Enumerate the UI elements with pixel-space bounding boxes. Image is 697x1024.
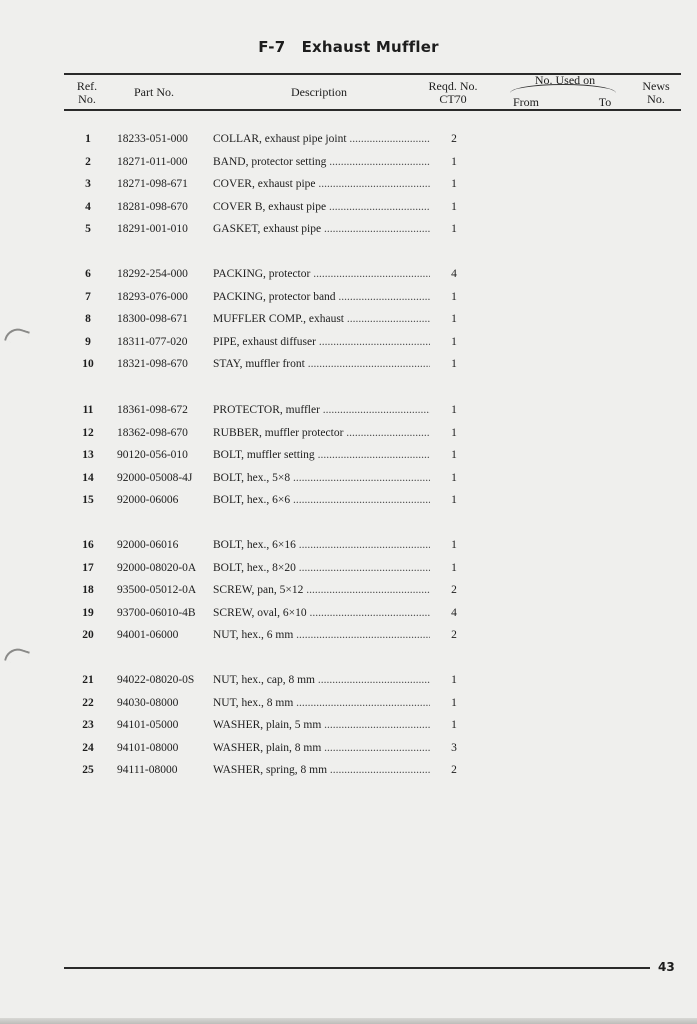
ref-number: 10	[82, 358, 94, 370]
part-description: BAND, protector setting .....	[213, 154, 430, 170]
header-bottom-rule	[64, 109, 681, 111]
part-description: NUT, hex., 8 mm .....	[213, 695, 430, 711]
part-description: BOLT, hex., 6×16 .....	[213, 537, 430, 553]
punch-hole-mark	[4, 645, 30, 667]
part-number: 18271-011-000	[117, 156, 188, 168]
part-description: MUFFLER COMP., exhaust .....	[213, 311, 430, 327]
part-number: 94022-08020-0S	[117, 674, 195, 686]
page-edge	[0, 1018, 697, 1024]
ref-number: 21	[82, 674, 94, 686]
ref-number: 14	[82, 472, 94, 484]
required-quantity: 1	[451, 336, 457, 348]
footer-rule	[64, 967, 650, 969]
required-quantity: 1	[451, 313, 457, 325]
required-quantity: 1	[451, 223, 457, 235]
required-quantity: 1	[451, 674, 457, 686]
required-quantity: 2	[451, 584, 457, 596]
ref-number: 17	[82, 562, 94, 574]
part-number: 18311-077-020	[117, 336, 188, 348]
header-news-line2: No.	[647, 92, 665, 106]
part-number: 94101-05000	[117, 719, 179, 731]
part-description: STAY, muffler front .....	[213, 356, 430, 372]
part-number: 18362-098-670	[117, 427, 188, 439]
ref-number: 13	[82, 449, 94, 461]
ref-number: 11	[82, 404, 94, 416]
header-description: Description	[291, 85, 347, 99]
ref-number: 18	[82, 584, 94, 596]
ref-number: 16	[82, 539, 94, 551]
part-number: 18293-076-000	[117, 291, 188, 303]
ref-number: 22	[82, 697, 94, 709]
part-number: 93700-06010-4B	[117, 607, 196, 619]
header-news	[634, 80, 678, 106]
required-quantity: 1	[451, 358, 457, 370]
required-quantity: 3	[451, 742, 457, 754]
ref-number: 2	[85, 156, 91, 168]
part-number: 18300-098-671	[117, 313, 188, 325]
required-quantity: 4	[451, 268, 457, 280]
required-quantity: 1	[451, 697, 457, 709]
part-description: BOLT, hex., 5×8 .....	[213, 470, 430, 486]
ref-number: 4	[85, 201, 91, 213]
required-quantity: 4	[451, 607, 457, 619]
header-ref-line2: No.	[78, 92, 96, 106]
part-description: PACKING, protector .....	[213, 266, 430, 282]
header-from: From	[512, 95, 539, 109]
part-number: 92000-06016	[117, 539, 179, 551]
part-description: WASHER, plain, 5 mm .....	[213, 717, 430, 733]
ref-number: 23	[82, 719, 94, 731]
part-number: 18233-051-000	[117, 133, 188, 145]
part-description: WASHER, spring, 8 mm .....	[213, 762, 430, 778]
required-quantity: 1	[451, 719, 457, 731]
ref-number: 5	[85, 223, 91, 235]
header-part-no: Part No.	[134, 85, 174, 99]
part-description: WASHER, plain, 8 mm .....	[213, 740, 430, 756]
required-quantity: 2	[451, 629, 457, 641]
header-ref-line1: Ref.	[76, 79, 98, 93]
required-quantity: 2	[451, 133, 457, 145]
part-description: SCREW, oval, 6×10 .....	[213, 605, 430, 621]
part-number: 18281-098-670	[117, 201, 188, 213]
part-description: GASKET, exhaust pipe .....	[213, 221, 430, 237]
ref-number: 3	[85, 178, 91, 190]
page-number: 43	[658, 960, 675, 974]
part-number: 18321-098-670	[117, 358, 188, 370]
ref-number: 20	[82, 629, 94, 641]
ref-number: 6	[85, 268, 91, 280]
part-description: BOLT, muffler setting .....	[213, 447, 430, 463]
part-description: SCREW, pan, 5×12 .....	[213, 582, 430, 598]
header-used-on: No. Used on	[534, 73, 596, 87]
part-number: 18271-098-671	[117, 178, 188, 190]
required-quantity: 2	[451, 764, 457, 776]
part-number: 92000-06006	[117, 494, 179, 506]
ref-number: 15	[82, 494, 94, 506]
part-number: 94111-08000	[117, 764, 178, 776]
required-quantity: 1	[451, 291, 457, 303]
part-number: 94001-06000	[117, 629, 179, 641]
required-quantity: 1	[451, 472, 457, 484]
required-quantity: 1	[451, 156, 457, 168]
part-number: 18292-254-000	[117, 268, 188, 280]
ref-number: 25	[82, 764, 94, 776]
part-number: 94030-08000	[117, 697, 179, 709]
required-quantity: 1	[451, 539, 457, 551]
header-reqd	[422, 80, 484, 106]
part-description: COLLAR, exhaust pipe joint .....	[213, 131, 430, 147]
required-quantity: 1	[451, 562, 457, 574]
part-description: PACKING, protector band .....	[213, 289, 430, 305]
part-number: 93500-05012-0A	[117, 584, 197, 596]
part-number: 92000-05008-4J	[117, 472, 193, 484]
part-description: BOLT, hex., 8×20 .....	[213, 560, 430, 576]
ref-number: 9	[85, 336, 91, 348]
part-description: PROTECTOR, muffler .....	[213, 402, 430, 418]
header-ref	[70, 80, 104, 106]
part-description: RUBBER, muffler protector .....	[213, 425, 430, 441]
required-quantity: 1	[451, 178, 457, 190]
part-number: 90120-056-010	[117, 449, 188, 461]
page-title: F-7 Exhaust Muffler	[258, 38, 439, 56]
part-description: NUT, hex., cap, 8 mm .....	[213, 672, 430, 688]
ref-number: 12	[82, 427, 94, 439]
required-quantity: 1	[451, 427, 457, 439]
header-reqd-line2: CT70	[439, 92, 467, 106]
required-quantity: 1	[451, 201, 457, 213]
header-to: To	[598, 95, 612, 109]
part-number: 18361-098-672	[117, 404, 188, 416]
punch-hole-mark	[4, 325, 30, 347]
part-description: BOLT, hex., 6×6 .....	[213, 492, 430, 508]
part-description: PIPE, exhaust diffuser .....	[213, 334, 430, 350]
header-news-line1: News	[642, 79, 670, 93]
ref-number: 1	[85, 133, 91, 145]
part-description: COVER, exhaust pipe .....	[213, 176, 430, 192]
ref-number: 19	[82, 607, 94, 619]
part-number: 92000-08020-0A	[117, 562, 197, 574]
ref-number: 24	[82, 742, 94, 754]
part-number: 18291-001-010	[117, 223, 188, 235]
part-number: 94101-08000	[117, 742, 179, 754]
ref-number: 8	[85, 313, 91, 325]
required-quantity: 1	[451, 449, 457, 461]
ref-number: 7	[85, 291, 91, 303]
required-quantity: 1	[451, 494, 457, 506]
part-description: COVER B, exhaust pipe .....	[213, 199, 430, 215]
required-quantity: 1	[451, 404, 457, 416]
part-description: NUT, hex., 6 mm .....	[213, 627, 430, 643]
header-reqd-line1: Reqd. No.	[428, 79, 478, 93]
